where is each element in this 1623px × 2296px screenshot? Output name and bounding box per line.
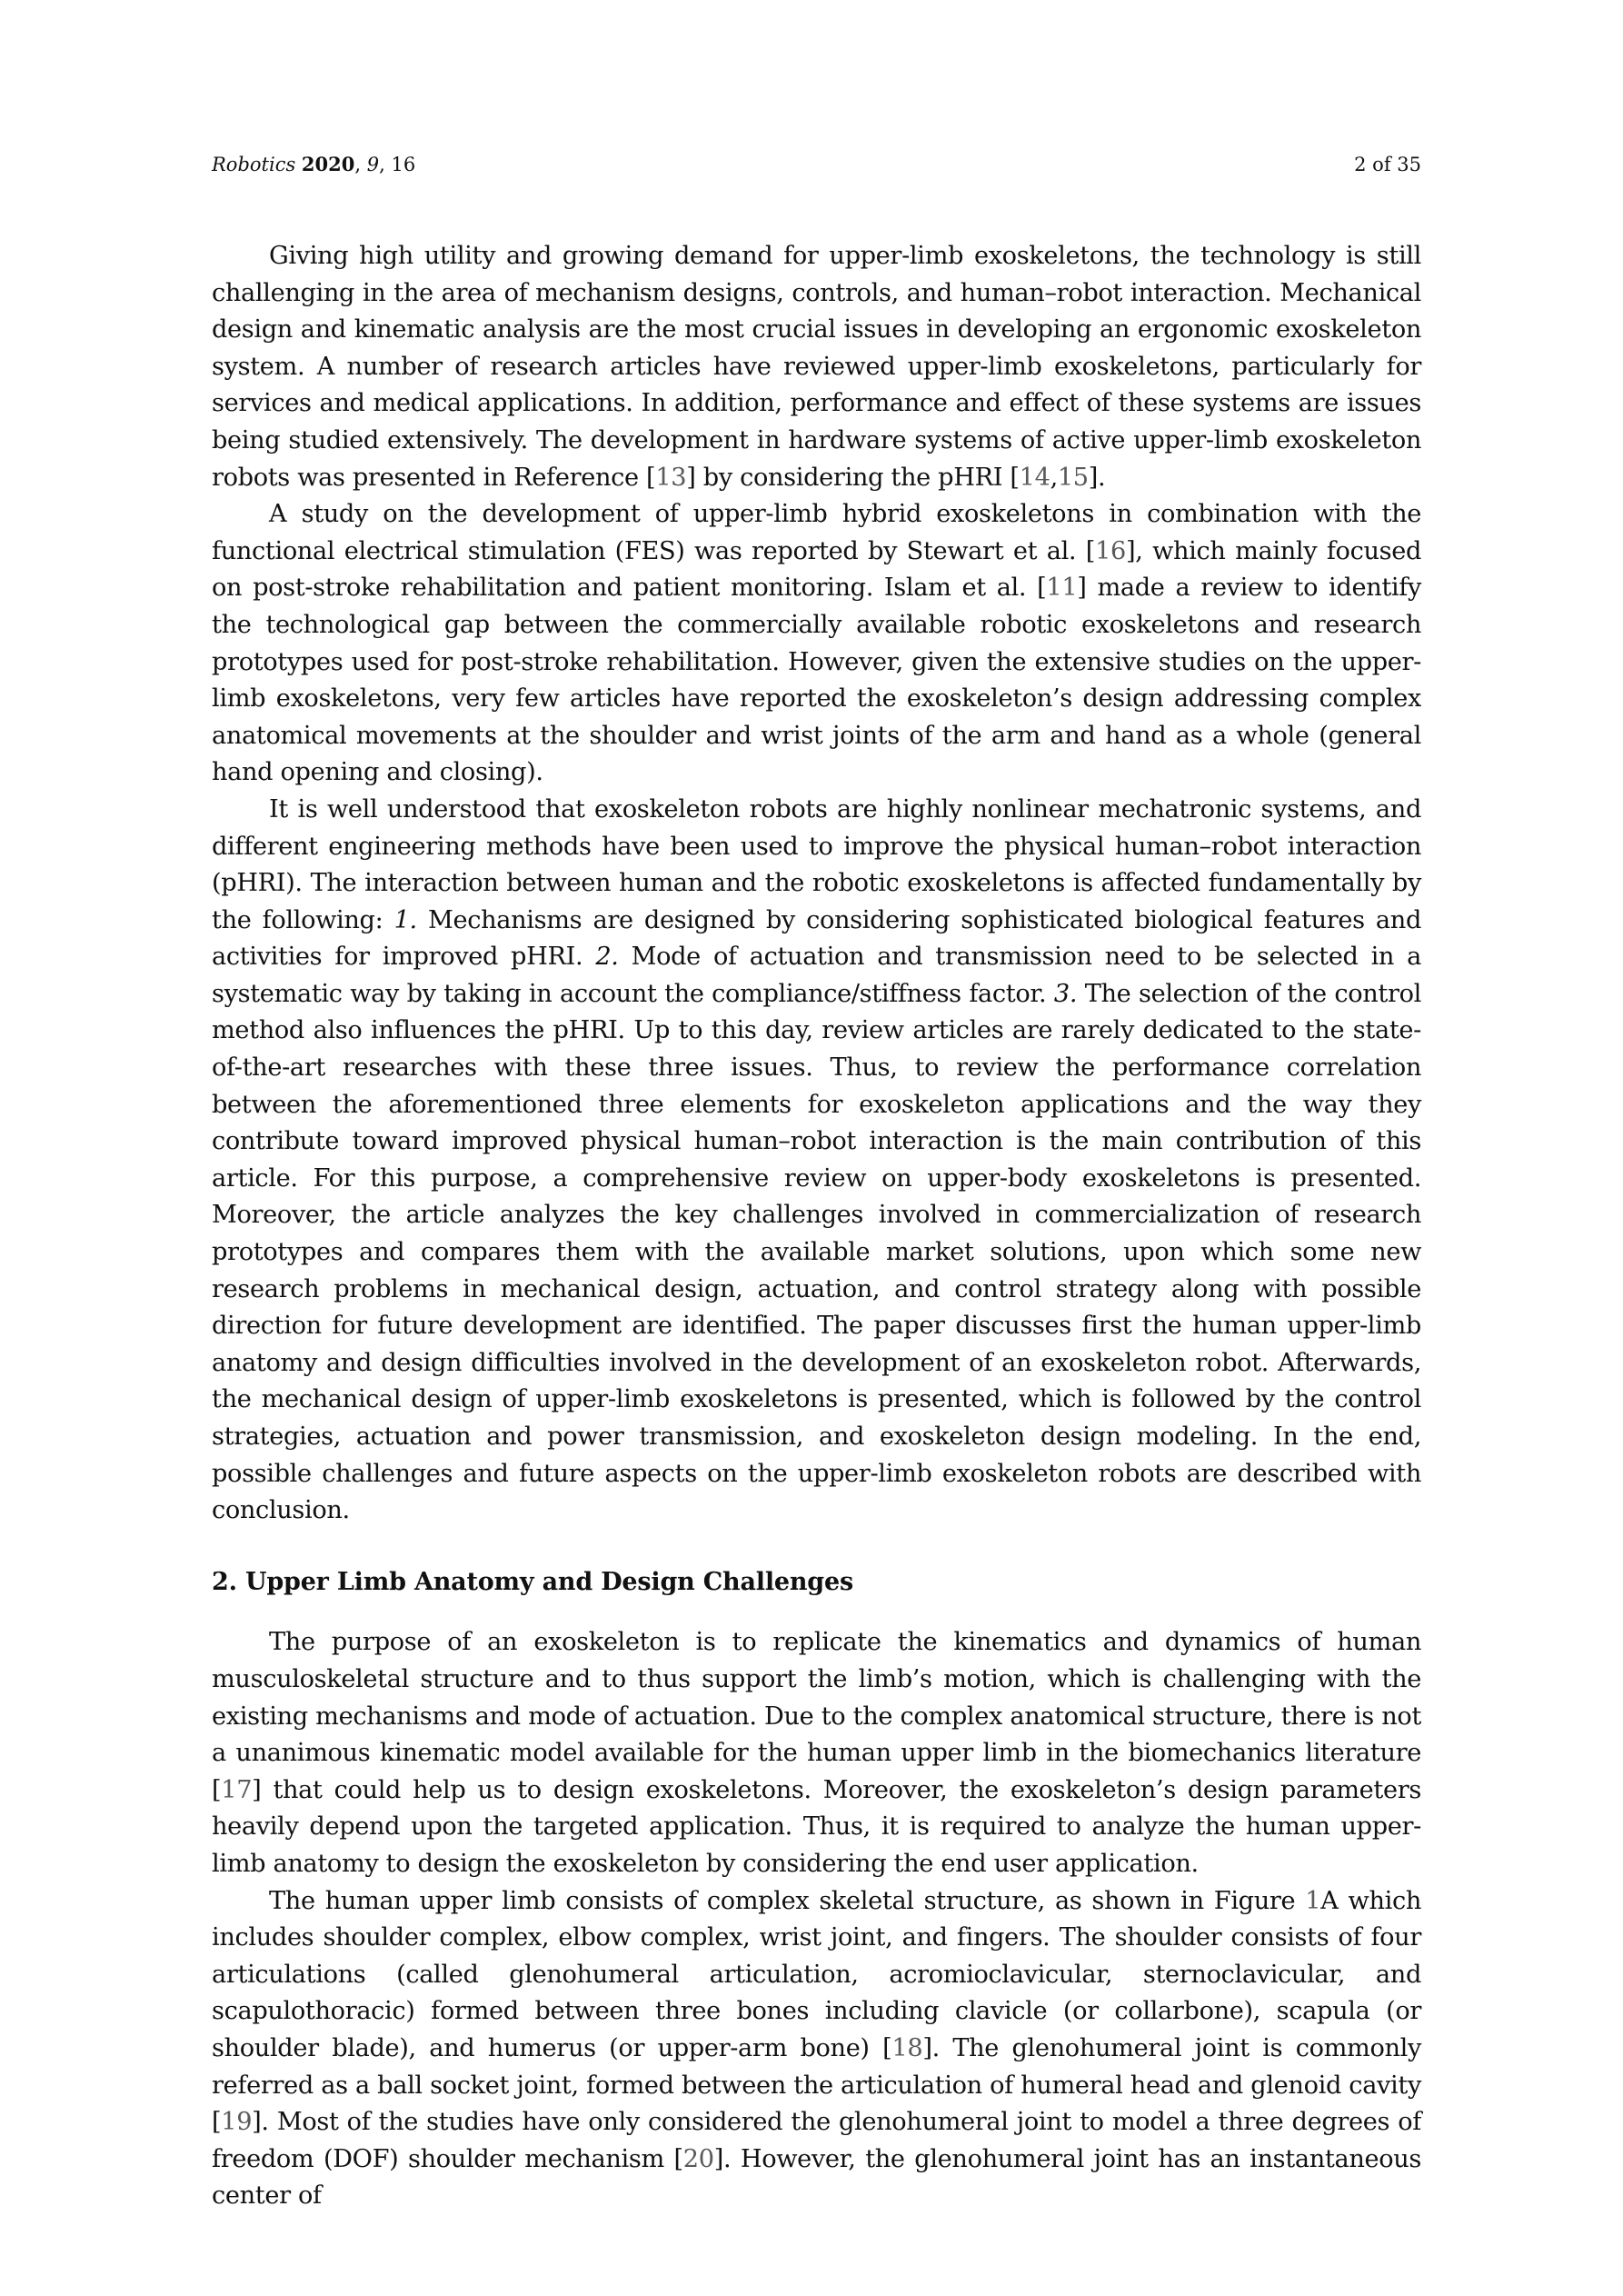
citation-link[interactable]: 17 [221,1775,253,1804]
intro-paragraph-3: It is well understood that exoskeleton robots are highly nonlinear mechatronic systems, and different engineering methods have been used to improve the physical human–robot interaction (pHRI). The interaction between human and the robotic exoskeletons is affected fundamentally by the following: 1. Mechanisms are designed by considering sophisticated biological features and activities for improved pHRI. 2. Mode of actuation and transmission need to be selected in a systematic way by taking in account the compliance/stiffness factor. 3. The selection of the control method also influences the pHRI. Up to this day, review articles are rarely dedicated to the state-of-the-art researches with these three issues. Thus, to review the performance correlation between the aforementioned three elements for exoskeleton applications and the way they contribute toward improved physical human–robot interaction is the main contribution of this article. For this purpose, a comprehensive review on upper-body exoskeletons is presented. Moreover, the article analyzes the key challenges involved in commercialization of research prototypes and compares them with the available market solutions, upon which some new research problems in mechanical design, actuation, and control strategy along with possible direction for future development are identified. The paper discusses first the human upper-limb anatomy and design difficulties involved in the development of an exoskeleton robot. Afterwards, the mechanical design of upper-limb exoskeletons is presented, which is followed by the control strategies, actuation and power transmission, and exoskeleton design modeling. In the end, possible challenges and future aspects on the upper-limb exoskeleton robots are described with conclusion. [212,794,1421,1525]
journal-volume: 9 [366,154,380,175]
article-number: 16 [391,154,416,175]
citation-link[interactable]: 19 [221,2108,253,2137]
page-number: 2 of 35 [1354,154,1421,175]
citation-link[interactable]: 15 [1057,463,1089,492]
intro-paragraph-1: Giving high utility and growing demand for upper-limb exoskeletons, the technology is still challenging in the area of mechanism designs, controls, and human–robot interaction. Mechanical design and kinematic analysis are the most crucial issues in developing an ergonomic exoskeleton system. A number of research articles have reviewed upper-limb exoskeletons, particularly for services and medical applications. In addition, performance and effect of these systems are issues being studied extensively. The development in hardware systems of active upper-limb exoskeleton robots was presented in Reference [13] by considering the pHRI [14,15]. [212,242,1421,492]
journal-citation: Robotics 2020, 9, 16 [212,153,416,175]
list-number: 1. [393,905,417,934]
section2-paragraph-1: The purpose of an exoskeleton is to replicate the kinematics and dynamics of human musculoskeletal structure and to thus support the limb’s motion, which is challenging with the existing mechanisms and mode of actuation. Due to the complex anatomical structure, there is not a unanimous kinematic model available for the human upper limb in the biomechanics literature [17] that could help us to design exoskeletons. Moreover, the exoskeleton’s design parameters heavily depend upon the targeted application. Thus, it is required to analyze the human upper-limb anatomy to design the exoskeleton by considering the end user application. [212,1628,1421,1878]
citation-link[interactable]: 18 [891,2033,923,2062]
section-heading: 2. Upper Limb Anatomy and Design Challenges [212,1567,853,1596]
citation-link[interactable]: 14 [1019,463,1050,492]
citation-link[interactable]: 11 [1046,574,1078,603]
running-header [212,153,1421,175]
figure-link[interactable]: 1 [1305,1886,1321,1915]
section2-paragraph-2: The human upper limb consists of complex skeletal structure, as shown in Figure 1A which includes shoulder complex, elbow complex, wrist joint, and fingers. The shoulder consists of four articulations (called glenohumeral articulation, acromioclavicular, sternoclavicular, and scapulothoracic) formed between three bones including clavicle (or collarbone), scapula (or shoulder blade), and humerus (or upper-arm bone) [18]. The glenohumeral joint is commonly referred as a ball socket joint, formed between the articulation of humeral head and glenoid cavity [19]. Most of the studies have only considered the glenohumeral joint to model a three degrees of freedom (DOF) shoulder mechanism [20]. However, the glenohumeral joint has an instantaneous center of [212,1886,1421,2211]
citation-link[interactable]: 13 [655,463,687,492]
citation-link[interactable]: 20 [682,2144,714,2173]
body-text [212,238,1421,2215]
intro-paragraph-2: A study on the development of upper-limb hybrid exoskeletons in combination with the functional electrical stimulation (FES) was reported by Stewart et al. [16], which mainly focused on post-stroke rehabilitation and patient monitoring. Islam et al. [11] made a review to identify the technological gap between the commercially available robotic exoskeletons and research prototypes used for post-stroke rehabilitation. However, given the extensive studies on the upper-limb exoskeletons, very few articles have reported the exoskeleton’s design addressing complex anatomical movements at the shoulder and wrist joints of the arm and hand as a whole (general hand opening and closing). [212,500,1422,787]
citation-link[interactable]: 16 [1095,536,1126,565]
list-number: 2. [595,943,619,972]
list-number: 3. [1053,979,1078,1008]
journal-name: Robotics [212,154,296,175]
journal-year: 2020 [301,153,355,175]
